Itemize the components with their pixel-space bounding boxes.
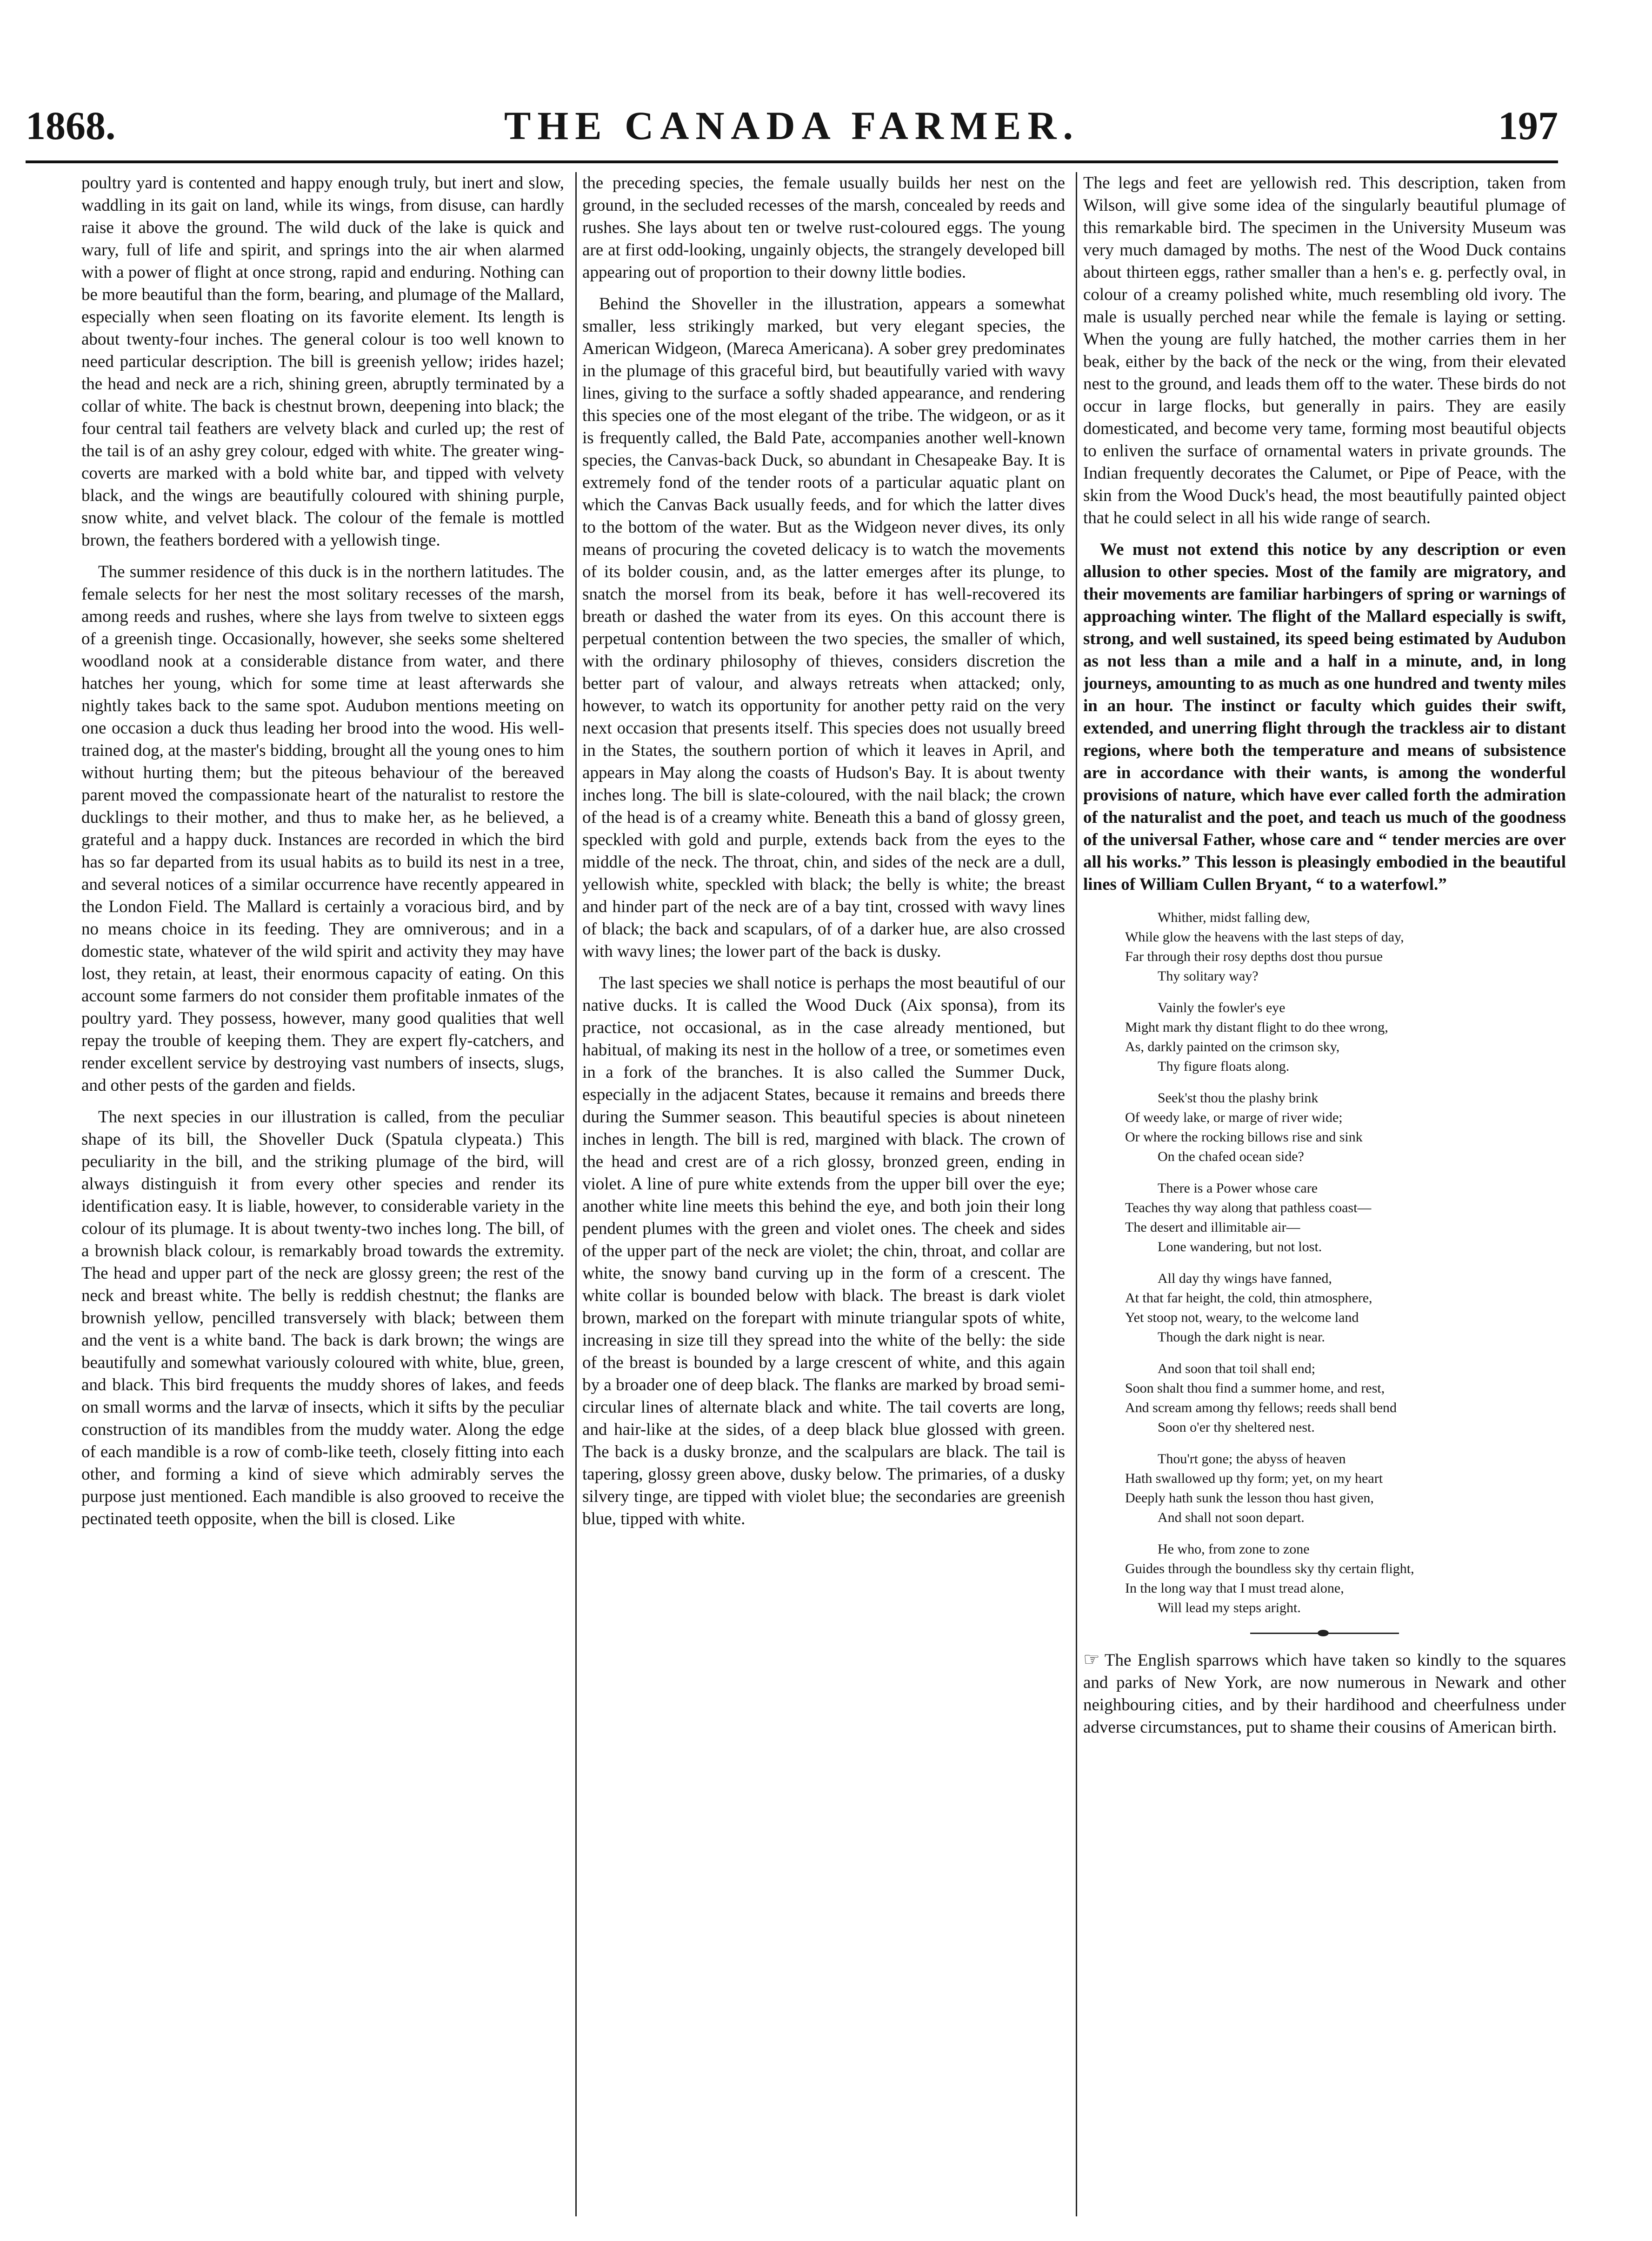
- poem-stanza: [1125, 1179, 1566, 1257]
- poem-line: Far through their rosy depths dost thou pursue: [1125, 949, 1383, 964]
- news-note-text: The English sparrows which have taken so kindly to the squares and parks of New York, are now numerous in Newark and other neighbouring cities, and by their hardihood and cheerfulness under adverse circumstances, put to shame their cousins of American birth.: [1083, 1651, 1566, 1737]
- paragraph: poultry yard is contented and happy enough truly, but inert and slow, waddling in its gait on land, while its wings, from disuse, can hardly raise it above the ground. The wild duck of the lake is quick and wary, full of life and spirit, and springs into the air when alarmed with a power of flight at once strong, rapid and enduring. Nothing can be more beautiful than the form, bearing, and plumage of the Mallard, especially when seen floating on its favorite element. Its length is about twenty-four inches. The general colour is too well known to need particular description. The bill is greenish yellow; irides hazel; the head and neck are a rich, shining green, abruptly terminated by a collar of white. The back is chestnut brown, deepening into black; the four central tail feathers are velvety black and curled up; the rest of the tail is of an ashy grey colour, edged with white. The greater wing-coverts are marked with a bold white bar, and tipped with velvety black, and the wings are beautifully coloured with shining purple, snow white, and velvet black. The colour of the female is mottled brown, the feathers bordered with a yellowish tinge.: [81, 173, 564, 550]
- masthead: [26, 100, 1558, 156]
- poem-line: And soon that toil shall end;: [1158, 1361, 1316, 1376]
- page-number: 197: [1498, 103, 1558, 148]
- poem-line: Yet stoop not, weary, to the welcome land: [1125, 1310, 1359, 1325]
- paragraph: Behind the Shoveller in the illustration, appears a somewhat smaller, less strikingly marked, but very elegant species, the American Widgeon, (Mareca Americana). A sober grey predominates in the plumage of this graceful bird, but beautifully varied with wavy lines, giving to the surface a softly shaded appearance, and rendering this species one of the most elegant of the tribe. The widgeon, or as it is frequently called, the Bald Pate, accompanies another well-known species, the Canvas-back Duck, so abundant in Chesapeake Bay. It is extremely fond of the tender roots of a particular aquatic plant on which the Canvas Back usually feeds, and for which the latter dives to the bottom of the water. But as the Widgeon never dives, its only means of procuring the coveted delicacy is to watch the movements of its bolder cousin, and, as the latter emerges after its plunge, to snatch the morsel from its beak, before it has well-recovered its breath or dashed the water from its eyes. On this account there is perpetual contention between the two species, the smaller of which, with the ordinary philosophy of thieves, considers discretion the better part of valour, and always retreats when attacked; only, however, to watch its opportunity for another petty raid on the very next occasion that presents itself. This species does not usually breed in the States, the southern portion of which it leaves in April, and appears in May along the coasts of Hudson's Bay. It is about twenty inches long. The bill is slate-coloured, with the nail black; the crown of the head is of a creamy white. Beneath this a band of glossy green, speckled with gold and purple, extends back from the eyes to the middle of the neck. The throat, chin, and sides of the neck are a dull, yellowish white, speckled with black; the belly is white; the breast and hinder part of the neck are of a bay tint, crossed with wavy lines of black; the back and scapulars, of of a darker hue, are also crossed with wavy lines; the lower part of the back is dusky.: [582, 294, 1065, 961]
- poem-line: Will lead my steps aright.: [1158, 1600, 1301, 1615]
- poem-line: Seek'st thou the plashy brink: [1158, 1090, 1319, 1106]
- poem-line: In the long way that I must tread alone,: [1125, 1581, 1344, 1596]
- poem-line: All day thy wings have fanned,: [1158, 1271, 1332, 1286]
- poem-stanza: [1125, 1269, 1566, 1347]
- column-divider: [1076, 172, 1077, 2216]
- paragraph: The next species in our illustration is called, from the peculiar shape of its bill, the Shoveller Duck (Spatula clypeata.) This peculiarity in the bill, and the striking plumage of the bird, will always distinguish it from every other species and render its identification easy. It is liable, however, to considerable variety in the colour of its plumage. It is about twenty-two inches long. The bill, of a brownish black colour, is remarkably broad towards the extremity. The head and upper part of the neck are glossy green; the rest of the neck and breast white. The belly is reddish chestnut; the flanks are brownish yellow, pencilled transversely with black; between them and the vent is a white band. The back is dark brown; the wings are beautifully and somewhat variously coloured with white, blue, green, and black. This bird frequents the muddy shores of lakes, and feeds on small worms and the larvæ of insects, which it sifts by the peculiar construction of its mandibles from the muddy water. Along the edge of each mandible is a row of comb-like teeth, closely fitting into each other, and forming a kind of sieve which admirably serves the purpose just mentioned. Each mandible is also grooved to receive the pectinated teeth opposite, when the bill is closed. Like: [81, 1107, 564, 1528]
- paragraph: The last species we shall notice is perhaps the most beautiful of our native ducks. It is called the Wood Duck (Aix sponsa), from its practice, not occasional, as in the case already mentioned, but habitual, of making its nest in the hollow of a tree, or sometimes even in a fork of the branches. It is also called the Summer Duck, especially in the adjacent States, because it remains and breeds there during the Summer season. This beautiful species is about nineteen inches in length. The bill is red, margined with black. The crown of the head and crest are of a rich glossy, bronzed green, ending in violet. A line of pure white extends from the upper bill over the eye; another white line meets this behind the eye, and both join their long pendent plumes with the green and violet ones. The cheek and sides of the upper part of the neck are violet; the chin, throat, and collar are white, the snowy band curving up in the form of a crescent. The white collar is bounded below with black. The breast is dark violet brown, marked on the forepart with minute triangular spots of white, increasing in size till they spread into the white of the belly: the side of the breast is bounded by a large crescent of white, and this again by a broader one of deep black. The flanks are marked by broad semi-circular lines of alternate black and white. The tail coverts are long, and hair-like at the sides, of a deep black blue glossed with green. The back is a dusky bronze, and the scalpulars are black. The tail is tapering, glossy green above, dusky below. The primaries, of a dusky silvery tinge, are tipped with violet blue; the secondaries are greenish blue, tipped with white.: [582, 974, 1065, 1528]
- poem-line: At that far height, the cold, thin atmosphere,: [1125, 1290, 1372, 1306]
- poem-line: Of weedy lake, or marge of river wide;: [1125, 1110, 1343, 1125]
- poem-line: There is a Power whose care: [1158, 1181, 1318, 1196]
- poem-stanza: [1125, 908, 1566, 986]
- poem-line: Lone wandering, but not lost.: [1158, 1239, 1322, 1254]
- poem-line: Thy figure floats along.: [1158, 1059, 1290, 1074]
- poem-line: Thou'rt gone; the abyss of heaven: [1158, 1451, 1346, 1467]
- column-3: [1083, 172, 1566, 2228]
- poem-stanza: [1125, 1540, 1566, 1618]
- ornamental-divider: [1250, 1630, 1399, 1636]
- poem-line: On the chafed ocean side?: [1158, 1149, 1304, 1164]
- poem-line: Thy solitary way?: [1158, 968, 1259, 984]
- poem-line: Though the dark night is near.: [1158, 1329, 1325, 1345]
- poem-line: Teaches thy way along that pathless coast—: [1125, 1200, 1372, 1215]
- poem-line: As, darkly painted on the crimson sky,: [1125, 1039, 1340, 1054]
- masthead-rule: [26, 160, 1558, 163]
- pointing-hand-icon: ☞: [1083, 1649, 1100, 1670]
- poem-stanza: [1125, 1088, 1566, 1167]
- newspaper-title: THE CANADA FARMER.: [504, 103, 1079, 148]
- paragraph: We must not extend this notice by any description or even allusion to other species. Most of the family are migratory, and their movements are familiar harbingers of spring or warnings of approaching winter. The flight of the Mallard especially is swift, strong, and well sustained, its speed being estimated by Audubon as not less than a mile and a half in a minute, and, in long journeys, amounting to as much as one hundred and twenty miles in an hour. The instinct or faculty which guides their swift, extended, and unerring flight through the trackless air to distant regions, where both the temperature and means of subsistence are in accordance with their wants, is among the wonderful provisions of nature, which have ever called forth the admiration of the naturalist and the poet, and teach us much of the goodness of the universal Father, whose care and “ tender mercies are over all his works.” This lesson is pleasingly embodied in the beautiful lines of William Cullen Bryant, “ to a waterfowl.”: [1083, 540, 1566, 894]
- paragraph: The summer residence of this duck is in the northern latitudes. The female selects for her nest the most solitary recesses of the marsh, among reeds and rushes, where she lays from twelve to sixteen eggs of a greenish tinge. Occasionally, however, she seeks some sheltered woodland nook at a considerable distance from water, and there hatches her young, which for some time at least afterwards she nightly takes back to the same spot. Audubon mentions meeting on one occasion a duck thus leading her brood into the wood. His well-trained dog, at the master's bidding, brought all the young ones to him without hurting them; but the piteous behaviour of the bereaved parent moved the compassionate heart of the naturalist to restore the ducklings to their mother, and thus to make her, as he believed, a grateful and a happy duck. Instances are recorded in which the bird has so far departed from its usual habits as to build its nest in a tree, and several notices of a similar occurrence have recently appeared in the London Field. The Mallard is certainly a voracious bird, and by no means choice in its feeding. They are omniverous; and in a domestic state, whatever of the wild spirit and activity they may have lost, they retain, at least, their enormous capacity of eating. On this account some farmers do not consider them profitable inmates of the poultry yard. They possess, however, many good qualities that well repay the trouble of keeping them. They are expert fly-catchers, and render excellent service by destroying vast numbers of insects, slugs, and other pests of the garden and fields.: [81, 562, 564, 1095]
- column-divider: [575, 172, 577, 2216]
- poem-line: Vainly the fowler's eye: [1158, 1000, 1286, 1015]
- poem-line: He who, from zone to zone: [1158, 1541, 1310, 1557]
- poem-line: And shall not soon depart.: [1158, 1510, 1305, 1525]
- poem-line: And scream among thy fellows; reeds shall bend: [1125, 1400, 1397, 1415]
- poem-line: Guides through the boundless sky thy certain flight,: [1125, 1561, 1414, 1576]
- poem-to-a-waterfowl: [1125, 908, 1566, 1618]
- poem-line: The desert and illimitable air—: [1125, 1220, 1300, 1235]
- poem-line: Whither, midst falling dew,: [1158, 910, 1310, 925]
- paragraph: The legs and feet are yellowish red. This description, taken from Wilson, will give some idea of the singularly beautiful plumage of this remarkable bird. The specimen in the University Museum was very much damaged by moths. The nest of the Wood Duck contains about thirteen eggs, rather smaller than a hen's e. g. perfectly oval, in colour of a creamy polished white, much resembling old ivory. The male is usually perched near while the female is laying or setting. When the young are fully hatched, the mother carries them in her beak, either by the back of the neck or the wing, from their elevated nest to the ground, and leads them off to the water. These birds do not occur in large flocks, but generally in pairs. They are easily domesticated, and become very tame, forming most beautiful objects to enliven the surface of ornamental waters in private grounds. The Indian frequently decorates the Calumet, or Pipe of Peace, with the skin from the Wood Duck's head, the most beautifully painted object that he could select in all his wide range of search.: [1083, 173, 1566, 527]
- issue-year: 1868.: [26, 103, 116, 148]
- column-1: [81, 172, 564, 2228]
- poem-line: While glow the heavens with the last steps of day,: [1125, 929, 1404, 945]
- poem-stanza: [1125, 998, 1566, 1076]
- poem-stanza: [1125, 1359, 1566, 1437]
- poem-line: Or where the rocking billows rise and sink: [1125, 1129, 1363, 1145]
- poem-line: Soon o'er thy sheltered nest.: [1158, 1420, 1315, 1435]
- poem-line: Deeply hath sunk the lesson thou hast given,: [1125, 1490, 1374, 1506]
- news-note: [1083, 1648, 1566, 1739]
- poem-line: Might mark thy distant flight to do thee wrong,: [1125, 1020, 1388, 1035]
- column-2: [582, 172, 1065, 2228]
- poem-line: Hath swallowed up thy form; yet, on my heart: [1125, 1471, 1383, 1486]
- paragraph: the preceding species, the female usually builds her nest on the ground, in the secluded recesses of the marsh, concealed by reeds and rushes. She lays about ten or twelve rust-coloured eggs. The young are at first odd-looking, ungainly objects, the strangely developed bill appearing out of proportion to their downy little bodies.: [582, 173, 1065, 282]
- poem-line: Soon shalt thou find a summer home, and rest,: [1125, 1381, 1385, 1396]
- poem-stanza: [1125, 1449, 1566, 1527]
